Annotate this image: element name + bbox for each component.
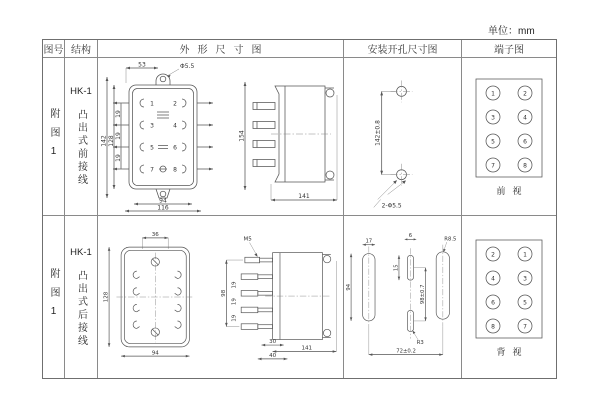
dim-98: 98 [221,289,228,297]
label-2-d5.5: 2-Φ5.5 [381,201,402,209]
row1-terminal-cell [462,58,556,216]
unit-label: 单位：mm [488,26,535,37]
header-mounting-dims: 安装开孔尺寸图 [344,40,462,58]
rear-term-7: 7 [523,323,527,330]
row1-figure-no-cell [43,58,65,216]
dim-15: 15 [393,264,400,272]
dim-94-mount: 94 [345,283,352,291]
dim-116: 116 [156,204,169,211]
row2-structure-cell [65,216,98,378]
row1-outline-side-view [237,64,341,210]
row2-figure-no-cell [43,216,65,378]
rear-term-4: 4 [491,275,495,282]
spec-table [42,39,557,379]
row2-mounting-drawing [344,222,461,372]
dim-19-r2a: 19 [231,281,238,289]
terminal-studs [113,99,213,173]
header-terminal-diagram: 端子图 [462,40,556,58]
front-t6: 6 [172,143,177,151]
row2-view-caption: 背视 [496,346,529,357]
row2-outline-cell [98,216,344,378]
term-5: 5 [491,138,495,146]
row1-mounting-drawing [344,61,461,213]
header-figure-no: 图号 [43,40,65,58]
dim-128-r2: 128 [103,291,110,303]
front-t3: 3 [149,121,154,129]
row1-terminal-diagram [463,76,555,180]
dim-19a: 19 [114,109,122,118]
rear-term-1: 1 [523,251,527,258]
dim-94: 94 [158,197,167,204]
label-r85: R8.5 [444,236,457,243]
row1-figure-no: 附图1 [48,107,59,166]
term-8: 8 [523,162,527,170]
slot-left [363,246,375,328]
dim-53: 53 [137,61,146,68]
dim-40: 40 [269,353,277,360]
row2-model: HK-1 [70,246,92,258]
dim-142-08: 142±0.8 [374,119,382,146]
side-terminal-studs [253,102,275,166]
term-7: 7 [491,162,495,170]
dim-30: 30 [269,339,277,346]
relay-body-outline [129,85,197,189]
dim-154: 154 [238,129,245,142]
top-mount-ear [156,74,170,85]
rear-term-8: 8 [491,323,495,330]
label-r3: R3 [416,339,424,346]
rear-terminal-hooks [133,271,181,328]
rear-term-2: 2 [491,251,495,258]
row1-outline-front-view [101,61,223,213]
rear-term-6: 6 [491,299,495,306]
front-t8: 8 [172,165,177,173]
term-3: 3 [491,114,495,122]
dim-142: 142 [100,134,107,147]
term-1: 1 [491,90,495,98]
row2-outline-side-view [219,225,343,369]
row2-mounting-cell [344,216,462,378]
header-outline-dims: 外形尺寸图 [98,40,344,58]
term-6: 6 [523,138,527,146]
dim-72-02: 72±0.2 [396,348,416,355]
dim-36: 36 [151,232,159,239]
row2-figure-no: 附图1 [48,268,59,326]
dim-141-r2: 141 [301,345,313,352]
rear-term-3: 3 [523,275,527,282]
term-2: 2 [523,90,527,98]
dim-hole-label: Φ5.5 [179,62,194,70]
front-t5: 5 [149,143,154,151]
front-t4: 4 [172,121,177,129]
dim-94-r2: 94 [151,350,159,357]
dim-98-07: 98±0.7 [420,284,427,305]
row1-mounting-cell [344,58,462,216]
dim-19c: 19 [114,153,122,162]
front-t2: 2 [172,99,177,107]
rear-term-5: 5 [523,299,527,306]
row1-outline-cell [98,58,344,216]
dim-141: 141 [297,192,310,200]
coil-symbols [157,112,169,172]
row2-structure-desc: 凸出式后接线 [75,269,87,348]
dim-19-r2c: 19 [231,314,238,322]
label-m5: M5 [243,236,252,243]
dim-6: 6 [408,233,413,240]
row1-model: HK-1 [70,86,92,97]
dim-19-r2b: 19 [231,298,238,306]
term-4: 4 [523,114,527,122]
front-t1: 1 [149,99,154,107]
slot-right [436,245,449,327]
row2-terminal-cell [462,216,556,378]
dim-17: 17 [365,238,373,245]
header-structure: 结构 [65,40,98,58]
dim-128: 128 [107,134,115,147]
row2-outline-front-view [98,225,205,369]
dim-19b: 19 [114,131,122,140]
row1-structure-cell [65,58,98,216]
front-t7: 7 [149,165,154,173]
row2-terminal-diagram [463,237,555,341]
row1-view-caption: 前视 [496,186,529,196]
row1-structure-desc: 凸出式前接线 [75,109,87,187]
rear-studs [241,257,272,329]
